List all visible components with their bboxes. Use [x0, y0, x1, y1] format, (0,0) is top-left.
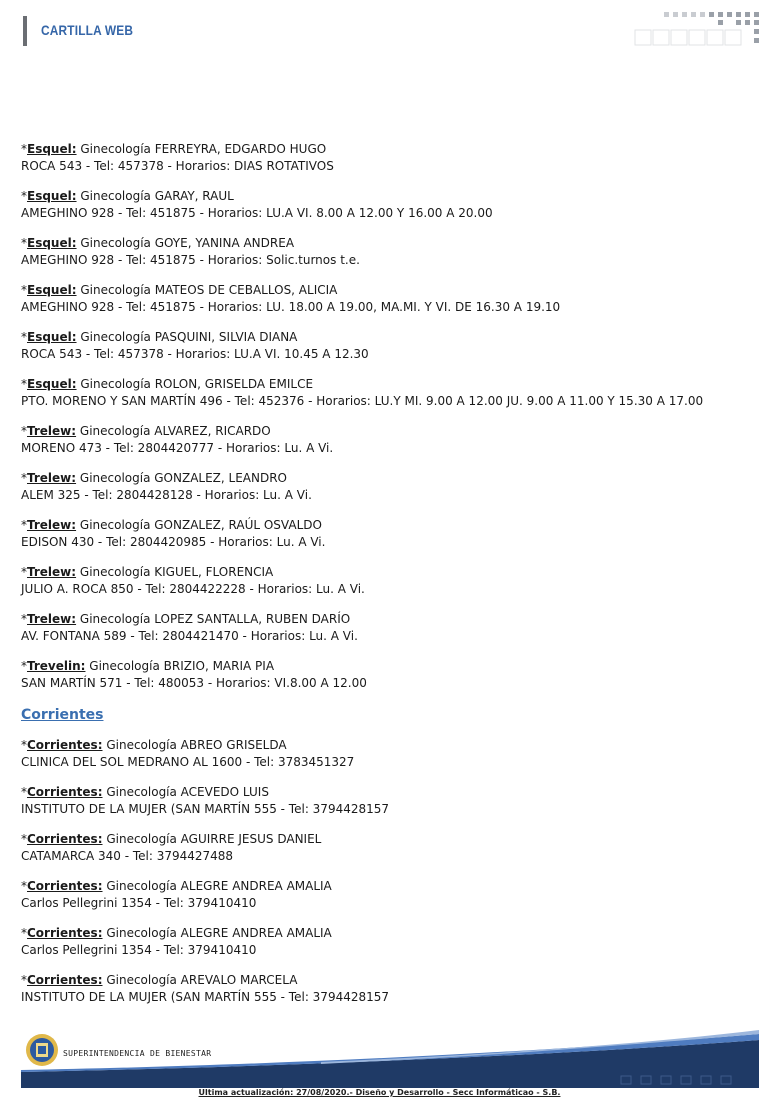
list-item: *Trelew: Ginecología GONZALEZ, LEANDRO ALEM 325 - Tel: 2804428128 - Horarios: Lu. A Vi.: [21, 470, 751, 504]
city-link[interactable]: Corrientes:: [27, 785, 103, 799]
provider-details: MORENO 473 - Tel: 2804420777 - Horarios: Lu. A Vi.: [21, 441, 334, 455]
list-item: *Esquel: Ginecología PASQUINI, SILVIA DIANA ROCA 543 - Tel: 457378 - Horarios: LU.A VI. 10.45 A 12.30: [21, 329, 751, 363]
footer-organization: SUPERINTENDENCIA DE BIENESTAR: [63, 1049, 212, 1058]
provider-details: Carlos Pellegrini 1354 - Tel: 379410410: [21, 943, 257, 957]
provider-details: AMEGHINO 928 - Tel: 451875 - Horarios: LU. 18.00 A 19.00, MA.MI. Y VI. DE 16.30 A 19.10: [21, 300, 561, 314]
provider-name: Ginecología AREVALO MARCELA: [106, 973, 298, 987]
provider-name: Ginecología GOYE, YANINA ANDREA: [80, 236, 295, 250]
provider-name: Ginecología MATEOS DE CEBALLOS, ALICIA: [80, 283, 338, 297]
provider-details: CATAMARCA 340 - Tel: 3794427488: [21, 849, 234, 863]
list-item: *Trelew: Ginecología GONZALEZ, RAÚL OSVALDO EDISON 430 - Tel: 2804420985 - Horarios: Lu. A Vi.: [21, 517, 751, 551]
provider-details: ALEM 325 - Tel: 2804428128 - Horarios: Lu. A Vi.: [21, 488, 312, 502]
directory-content: [21, 141, 751, 1019]
footer-banner: [21, 1028, 759, 1088]
list-item: *Esquel: Ginecología MATEOS DE CEBALLOS, ALICIA AMEGHINO 928 - Tel: 451875 - Horarios: LU. 18.00 A 19.00, MA.MI. Y VI. DE 16.30 A 19.10: [21, 282, 751, 316]
list-item: *Corrientes: Ginecología AGUIRRE JESUS DANIEL CATAMARCA 340 - Tel: 3794427488: [21, 831, 751, 865]
city-link[interactable]: Trelew:: [27, 612, 77, 626]
provider-details: JULIO A. ROCA 850 - Tel: 2804422228 - Horarios: Lu. A Vi.: [21, 582, 365, 596]
provider-name: Ginecología GONZALEZ, RAÚL OSVALDO: [79, 518, 322, 532]
city-link[interactable]: Corrientes:: [27, 738, 103, 752]
list-item: *Esquel: Ginecología GOYE, YANINA ANDREA AMEGHINO 928 - Tel: 451875 - Horarios: Solic.turnos t.e.: [21, 235, 751, 269]
provider-name: Ginecología KIGUEL, FLORENCIA: [79, 565, 274, 579]
city-link[interactable]: Esquel:: [27, 377, 77, 391]
list-item: *Corrientes: Ginecología ALEGRE ANDREA AMALIA Carlos Pellegrini 1354 - Tel: 379410410: [21, 878, 751, 912]
list-item: *Trelew: Ginecología LOPEZ SANTALLA, RUBEN DARÍO AV. FONTANA 589 - Tel: 2804421470 - Horarios: Lu. A Vi.: [21, 611, 751, 645]
provider-details: AMEGHINO 928 - Tel: 451875 - Horarios: LU.A VI. 8.00 A 12.00 Y 16.00 A 20.00: [21, 206, 493, 220]
list-item: *Corrientes: Ginecología AREVALO MARCELA INSTITUTO DE LA MUJER (SAN MARTÍN 555 - Tel: 3794428157: [21, 972, 751, 1006]
provider-details: SAN MARTÍN 571 - Tel: 480053 - Horarios: VI.8.00 A 12.00: [21, 676, 367, 690]
provider-name: Ginecología GONZALEZ, LEANDRO: [79, 471, 287, 485]
provider-name: Ginecología ACEVEDO LUIS: [106, 785, 269, 799]
entry-list-corrientes: [21, 737, 751, 1006]
provider-name: Ginecología ABREO GRISELDA: [106, 738, 287, 752]
city-link[interactable]: Esquel:: [27, 142, 77, 156]
provider-name: Ginecología ROLON, GRISELDA EMILCE: [80, 377, 314, 391]
provider-name: Ginecología AGUIRRE JESUS DANIEL: [106, 832, 322, 846]
list-item: *Esquel: Ginecología GARAY, RAUL AMEGHINO 928 - Tel: 451875 - Horarios: LU.A VI. 8.00 A 12.00 Y 16.00 A 20.00: [21, 188, 751, 222]
city-link[interactable]: Trevelin:: [27, 659, 86, 673]
city-link[interactable]: Trelew:: [27, 518, 77, 532]
provider-name: Ginecología ALVAREZ, RICARDO: [79, 424, 271, 438]
provider-details: AMEGHINO 928 - Tel: 451875 - Horarios: Solic.turnos t.e.: [21, 253, 360, 267]
list-item: *Trevelin: Ginecología BRIZIO, MARIA PIA SAN MARTÍN 571 - Tel: 480053 - Horarios: VI.8.00 A 12.00: [21, 658, 751, 692]
page-title: CARTILLA WEB: [41, 22, 134, 38]
city-link[interactable]: Esquel:: [27, 283, 77, 297]
list-item: *Corrientes: Ginecología ABREO GRISELDA CLINICA DEL SOL MEDRANO AL 1600 - Tel: 3783451327: [21, 737, 751, 771]
decorative-squares-icon: [634, 10, 759, 48]
provider-details: Carlos Pellegrini 1354 - Tel: 379410410: [21, 896, 257, 910]
provider-name: Ginecología LOPEZ SANTALLA, RUBEN DARÍO: [79, 612, 351, 626]
city-link[interactable]: Corrientes:: [27, 832, 103, 846]
provider-details: ROCA 543 - Tel: 457378 - Horarios: LU.A VI. 10.45 A 12.30: [21, 347, 369, 361]
provider-name: Ginecología ALEGRE ANDREA AMALIA: [106, 879, 332, 893]
list-item: *Corrientes: Ginecología ALEGRE ANDREA AMALIA Carlos Pellegrini 1354 - Tel: 379410410: [21, 925, 751, 959]
header-accent-bar: [23, 16, 27, 46]
city-link[interactable]: Trelew:: [27, 424, 77, 438]
section-heading-corrientes[interactable]: Corrientes: [21, 707, 104, 723]
provider-details: AV. FONTANA 589 - Tel: 2804421470 - Horarios: Lu. A Vi.: [21, 629, 358, 643]
page-footer: [0, 1028, 759, 1101]
list-item: *Esquel: Ginecología ROLON, GRISELDA EMILCE PTO. MORENO Y SAN MARTÍN 496 - Tel: 452376 - Horarios: LU.Y MI. 9.00 A 12.00 JU. 9.00 A 11.00 Y 15.30 A 17.00: [21, 376, 751, 410]
provider-details: CLINICA DEL SOL MEDRANO AL 1600 - Tel: 3783451327: [21, 755, 355, 769]
provider-details: PTO. MORENO Y SAN MARTÍN 496 - Tel: 452376 - Horarios: LU.Y MI. 9.00 A 12.00 JU. 9.00 A 11.00 Y 15.30 A 17.00: [21, 394, 704, 408]
city-link[interactable]: Corrientes:: [27, 879, 103, 893]
provider-name: Ginecología GARAY, RAUL: [80, 189, 234, 203]
city-link[interactable]: Esquel:: [27, 330, 77, 344]
provider-details: EDISON 430 - Tel: 2804420985 - Horarios: Lu. A Vi.: [21, 535, 326, 549]
list-item: *Trelew: Ginecología ALVAREZ, RICARDO MORENO 473 - Tel: 2804420777 - Horarios: Lu. A Vi.: [21, 423, 751, 457]
provider-details: INSTITUTO DE LA MUJER (SAN MARTÍN 555 - Tel: 3794428157: [21, 990, 390, 1004]
provider-name: Ginecología FERREYRA, EDGARDO HUGO: [80, 142, 327, 156]
provider-name: Ginecología PASQUINI, SILVIA DIANA: [80, 330, 298, 344]
provider-details: INSTITUTO DE LA MUJER (SAN MARTÍN 555 - Tel: 3794428157: [21, 802, 390, 816]
city-link[interactable]: Corrientes:: [27, 926, 103, 940]
page-header: [0, 0, 759, 60]
list-item: *Esquel: Ginecología FERREYRA, EDGARDO HUGO ROCA 543 - Tel: 457378 - Horarios: DIAS ROTATIVOS: [21, 141, 751, 175]
list-item: *Trelew: Ginecología KIGUEL, FLORENCIA JULIO A. ROCA 850 - Tel: 2804422228 - Horarios: Lu. A Vi.: [21, 564, 751, 598]
city-link[interactable]: Trelew:: [27, 471, 77, 485]
city-link[interactable]: Esquel:: [27, 189, 77, 203]
provider-details: ROCA 543 - Tel: 457378 - Horarios: DIAS ROTATIVOS: [21, 159, 334, 173]
city-link[interactable]: Corrientes:: [27, 973, 103, 987]
list-item: *Corrientes: Ginecología ACEVEDO LUIS INSTITUTO DE LA MUJER (SAN MARTÍN 555 - Tel: 3794428157: [21, 784, 751, 818]
city-link[interactable]: Trelew:: [27, 565, 77, 579]
provider-name: Ginecología BRIZIO, MARIA PIA: [89, 659, 275, 673]
institution-seal-icon: [25, 1033, 59, 1067]
city-link[interactable]: Esquel:: [27, 236, 77, 250]
provider-name: Ginecología ALEGRE ANDREA AMALIA: [106, 926, 332, 940]
entry-list-chubut: [21, 141, 751, 692]
last-update-note: Ultima actualización: 27/08/2020.- Diseño y Desarrollo - Secc Informáticao - S.B.: [198, 1088, 561, 1097]
